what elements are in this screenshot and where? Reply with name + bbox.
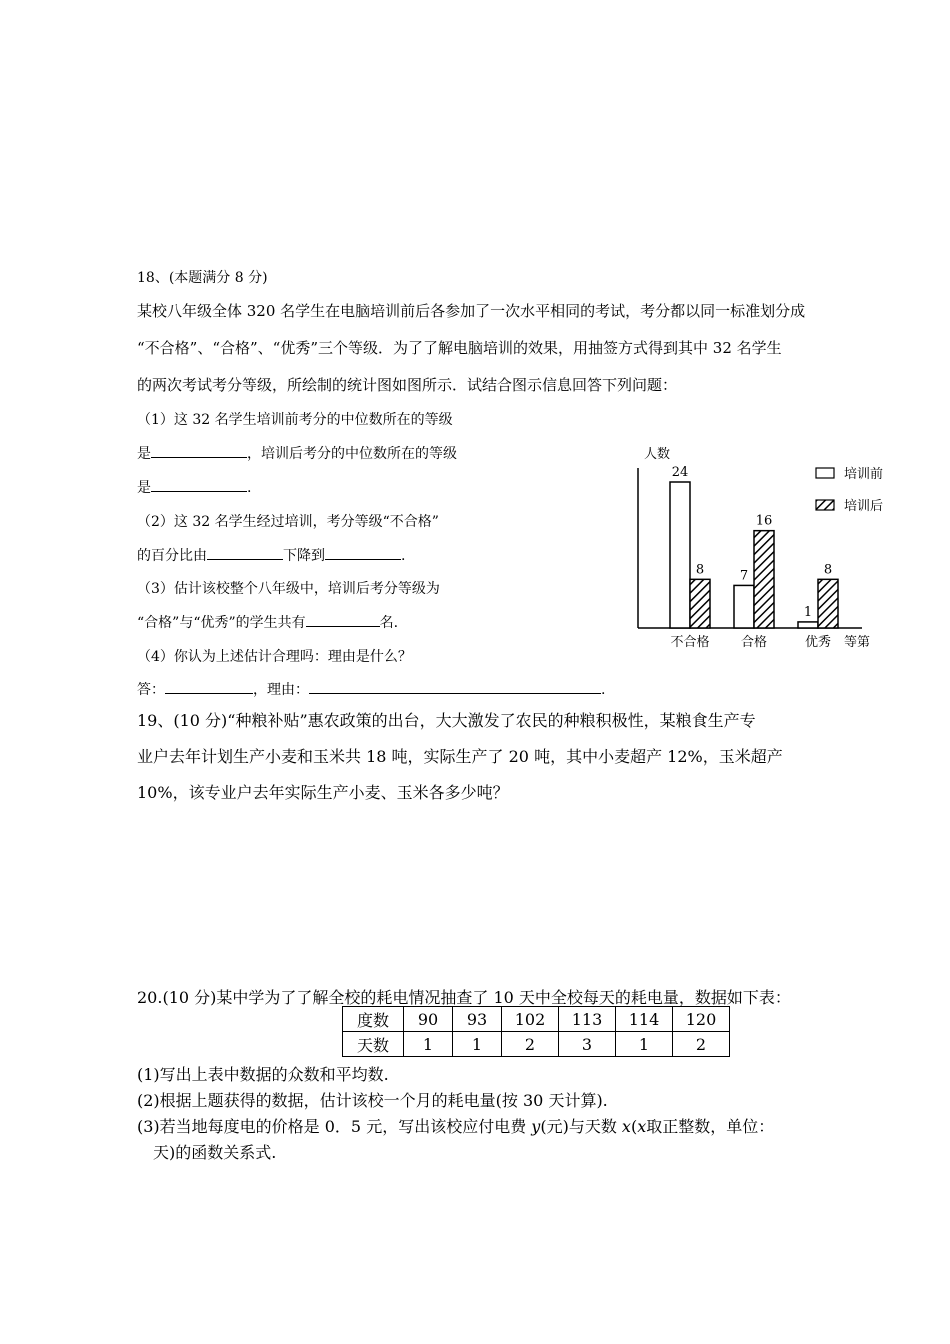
bar-after — [754, 531, 774, 628]
table-cell: 113 — [559, 1007, 616, 1032]
table-header-cell: 天数 — [343, 1032, 404, 1057]
q18-answer-mid: ，理由： — [253, 682, 309, 698]
q18-part3-line1: （3）估计该校整个八年级中，培训后考分等级为 — [137, 581, 440, 597]
q18-part1-prefix: 是 — [137, 446, 151, 462]
answer-blank-student-count[interactable] — [306, 612, 380, 627]
answer-blank-percent-after[interactable] — [325, 545, 401, 560]
bar-before — [734, 585, 754, 628]
x-tick-label: 不合格 — [670, 635, 710, 650]
q20-sub3-line1 — [137, 1114, 774, 1137]
table-cell: 1 — [616, 1032, 673, 1057]
q20-sub3-a: (3)若当地每度电的价格是 0．5 元，写出该校应付电费 — [137, 1117, 532, 1136]
data-label: 1 — [803, 604, 813, 620]
table-cell: 90 — [404, 1007, 453, 1032]
q18-answer-line — [137, 679, 605, 699]
table-cell: 114 — [616, 1007, 673, 1032]
q20-sub1: (1)写出上表中数据的众数和平均数. — [137, 1065, 389, 1084]
legend-swatch — [816, 468, 834, 478]
answer-blank-reason[interactable] — [309, 679, 601, 694]
q20-sub3-d: 取正整数，单位： — [646, 1117, 775, 1136]
q18-intro-line2: “不合格”、“合格”、“优秀”三个等级．为了了解电脑培训的效果，用抽签方式得到其中 32 名学生 — [137, 339, 782, 357]
var-x: x — [621, 1117, 631, 1136]
q18-part1-line3 — [137, 477, 251, 497]
table-cell: 93 — [453, 1007, 502, 1032]
q18-answer-prefix: 答： — [137, 682, 165, 698]
q18-part2-prefix: 的百分比由 — [137, 548, 207, 564]
table-cell: 1 — [404, 1032, 453, 1057]
table-row — [343, 1032, 730, 1057]
electricity-table — [342, 1006, 730, 1057]
q18-part1-line2 — [137, 443, 457, 463]
legend-label: 培训前 — [844, 467, 884, 482]
bar-after — [818, 579, 838, 628]
var-x-2: x — [637, 1117, 647, 1136]
table-row — [343, 1007, 730, 1032]
table-cell: 120 — [673, 1007, 730, 1032]
q18-title: 18、(本题满分 8 分) — [137, 270, 268, 286]
q18-part1-end: . — [247, 480, 252, 496]
q18-part2-mid: 下降到 — [283, 548, 325, 564]
q18-intro-line1: 某校八年级全体 320 名学生在电脑培训前后各参加了一次水平相同的考试，考分都以同一标准划分成 — [137, 302, 806, 320]
q20-sub3-line2: 天)的函数关系式. — [153, 1143, 277, 1162]
x-axis-label: 等第 — [844, 635, 871, 650]
q18-answer-end: . — [601, 682, 606, 698]
legend-swatch — [816, 500, 834, 510]
q18-part3-line2 — [137, 612, 398, 632]
y-axis-label: 人数 — [644, 447, 671, 462]
answer-blank-median-after[interactable] — [151, 477, 247, 492]
table-cell: 2 — [673, 1032, 730, 1057]
x-tick-label: 合格 — [740, 635, 768, 650]
table-cell: 102 — [502, 1007, 559, 1032]
q18-intro-line3: 的两次考试考分等级，所绘制的统计图如图所示．试结合图示信息回答下列问题： — [137, 376, 678, 394]
data-label: 8 — [823, 562, 833, 578]
bar-chart — [630, 440, 890, 650]
q18-part2-line1: （2）这 32 名学生经过培训，考分等级“不合格” — [137, 514, 439, 530]
table-cell: 1 — [453, 1032, 502, 1057]
table-header-cell: 度数 — [343, 1007, 404, 1032]
q18-part3-end: 名. — [379, 615, 399, 631]
legend-label: 培训后 — [844, 499, 884, 514]
data-label: 8 — [695, 562, 705, 578]
q18-part2-end: . — [401, 548, 406, 564]
q18-part4-line: （4）你认为上述估计合理吗：理由是什么？ — [137, 649, 412, 665]
data-label: 24 — [671, 465, 689, 480]
bar-after — [690, 579, 710, 628]
answer-blank-percent-before[interactable] — [207, 545, 283, 560]
x-tick-label: 优秀 — [804, 635, 832, 650]
bar-before — [670, 482, 690, 628]
q20-intro: 20.(10 分)某中学为了了解全校的耗电情况抽查了 10 天中全校每天的耗电量，数据如下表： — [137, 988, 791, 1007]
q18-part1-prefix2: 是 — [137, 480, 151, 496]
answer-blank-reasonable[interactable] — [165, 679, 253, 694]
q18-part1-suffix: ，培训后考分的中位数所在的等级 — [247, 446, 457, 462]
q20-sub2: (2)根据上题获得的数据，估计该校一个月的耗电量(按 30 天计算). — [137, 1091, 608, 1110]
var-y: y — [531, 1117, 541, 1136]
q18-part1-line1: （1）这 32 名学生培训前考分的中位数所在的等级 — [137, 412, 453, 428]
table-cell: 3 — [559, 1032, 616, 1057]
q20-sub3-c: ( — [630, 1117, 638, 1136]
q18-part2-line2 — [137, 545, 405, 565]
q20-sub3-b: (元)与天数 — [540, 1117, 622, 1136]
table-cell: 2 — [502, 1032, 559, 1057]
q19-line1: 19、(10 分)“种粮补贴”惠农政策的出台，大大激发了农民的种粮积极性，某粮食生产专 — [137, 711, 756, 730]
answer-blank-median-before[interactable] — [151, 443, 247, 458]
data-label: 7 — [739, 568, 749, 584]
bar-before — [798, 622, 818, 628]
data-label: 16 — [755, 513, 773, 529]
q19-line3: 10%，该专业户去年实际生产小麦、玉米各多少吨？ — [137, 783, 509, 802]
q19-line2: 业户去年计划生产小麦和玉米共 18 吨，实际生产了 20 吨，其中小麦超产 12%，玉米超产 — [137, 747, 783, 766]
q18-part3-prefix: “合格”与“优秀”的学生共有 — [137, 615, 306, 631]
